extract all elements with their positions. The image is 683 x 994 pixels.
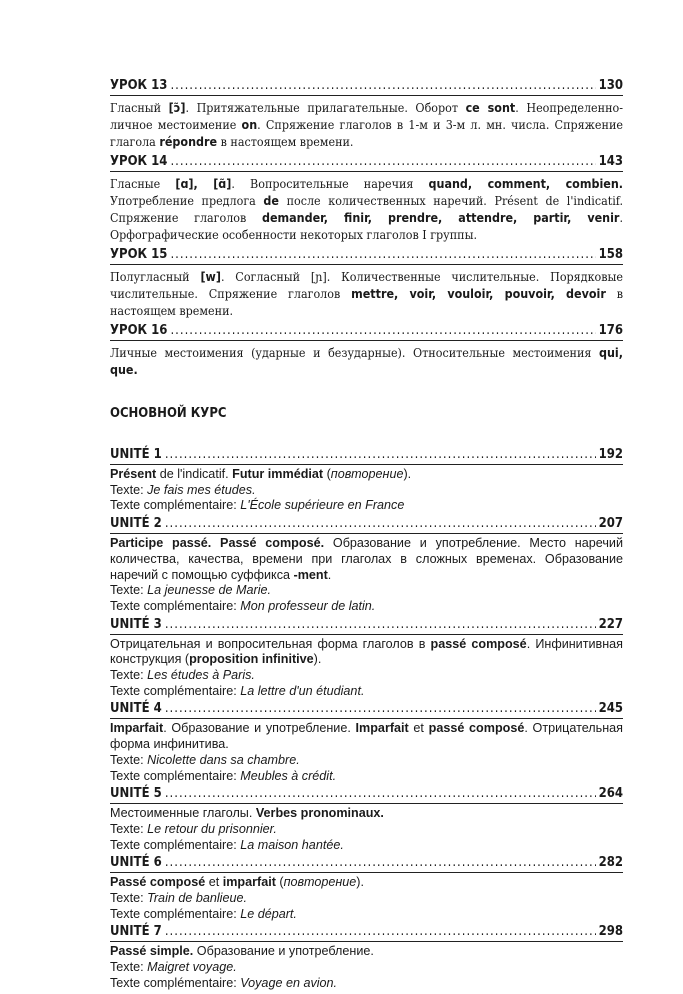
toc-entry-lesson-14	[110, 154, 623, 245]
texte-complementaire-line: Texte complémentaire: La lettre d'un étudiant.	[110, 683, 365, 698]
dot-leader	[165, 855, 596, 870]
toc-heading	[110, 855, 623, 873]
page-number: 143	[598, 154, 623, 169]
dot-leader	[165, 447, 596, 462]
page-number: 245	[598, 701, 623, 717]
texte-complementaire-line: Texte complémentaire: Mon professeur de latin.	[110, 598, 376, 613]
toc-heading	[110, 78, 623, 96]
toc-entry-unit-1	[110, 447, 623, 516]
toc-heading	[110, 617, 623, 635]
toc-entry-lesson-16	[110, 323, 623, 380]
entry-label: УРОК 14	[110, 154, 168, 169]
texte-complementaire-line: Texte complémentaire: Voyage en avion.	[110, 975, 338, 990]
dot-leader	[170, 154, 595, 169]
entry-description: Présent de l'indicatif. Futur immédiat (повторение). Texte: Je fais mes études. Texte complémentaire: L'École supérieure en France	[110, 465, 623, 516]
page-number: 282	[598, 855, 623, 871]
texte-complementaire-line: Texte complémentaire: Le départ.	[110, 906, 297, 921]
texte-complementaire-line: Texte complémentaire: Meubles à crédit.	[110, 768, 337, 783]
toc-heading	[110, 701, 623, 719]
dot-leader	[165, 701, 596, 716]
entry-description: Participe passé. Passé composé. Образование и употребление. Место наречий количества, качества, времени при глаголах в сложных временах. Образование наречий с помощью суффикса -ment. Texte: La jeunesse de Marie. Texte complémentaire: Mon professeur de latin.	[110, 536, 623, 613]
texte-line: Texte: Train de banlieue.	[110, 891, 247, 906]
entry-label: UNITÉ 1	[110, 447, 162, 462]
table-of-contents	[110, 78, 623, 994]
entry-description: Гласный [ɔ̃]. Притяжательные прилагательные. Оборот ce sont. Неопределенно-личное местоимение on. Спряжение глаголов в 1-м и 3-м л. мн. числа. Спряжение глагола répondre в настоящем времени.	[110, 100, 623, 149]
texte-line: Texte: Le retour du prisonnier.	[110, 821, 277, 836]
dot-leader	[170, 78, 595, 93]
texte-line: Texte: La jeunesse de Marie.	[110, 583, 272, 598]
toc-heading	[110, 924, 623, 942]
entry-label: UNITÉ 3	[110, 616, 162, 632]
toc-entry-unit-6	[110, 855, 623, 924]
page-number: 130	[598, 78, 623, 93]
toc-entry-unit-2	[110, 516, 623, 617]
texte-line: Texte: Nicolette dans sa chambre.	[110, 752, 300, 767]
entry-label: UNITÉ 5	[110, 786, 162, 802]
toc-entry-lesson-13	[110, 78, 623, 152]
entry-label: УРОК 13	[110, 78, 168, 93]
entry-description: Гласные [ɑ], [ɑ̃]. Вопросительные наречия quand, comment, combien. Употребление предлога de после количественных наречий. Présent de l'indicatif. Спряжение глаголов demander, finir, prendre, attendre, partir, venir. Орфографические особенности некоторых глаголов I группы.	[110, 176, 623, 242]
toc-entry-unit-7	[110, 924, 623, 993]
section-title: ОСНОВНОЙ КУРС	[110, 406, 227, 421]
toc-entry-lesson-15	[110, 247, 623, 321]
dot-leader	[170, 323, 595, 338]
toc-heading	[110, 516, 623, 534]
entry-description: Местоименные глаголы. Verbes pronominaux. Texte: Le retour du prisonnier. Texte complémentaire: La maison hantée.	[110, 804, 623, 855]
entry-label: UNITÉ 6	[110, 855, 162, 871]
entry-label: УРОК 16	[110, 323, 168, 338]
entry-label: UNITÉ 2	[110, 516, 162, 532]
dot-leader	[165, 516, 596, 531]
dot-leader	[165, 617, 596, 632]
toc-heading	[110, 247, 623, 265]
entry-label: UNITÉ 7	[110, 924, 162, 940]
texte-line: Texte: Les études à Paris.	[110, 668, 255, 683]
page-number: 158	[598, 247, 623, 262]
texte-complementaire-line: Texte complémentaire: L'École supérieure en France	[110, 498, 405, 513]
toc-entry-unit-5	[110, 786, 623, 855]
entry-description: Passé composé et imparfait (повторение). Texte: Train de banlieue. Texte complémentaire: Le départ.	[110, 873, 623, 924]
texte-complementaire-line: Texte complémentaire: La maison hantée.	[110, 837, 344, 852]
dot-leader	[170, 247, 595, 262]
page-number: 192	[598, 447, 623, 462]
entry-label: УРОК 15	[110, 247, 168, 262]
toc-entry-unit-4	[110, 701, 623, 786]
entry-description: Отрицательная и вопросительная форма глаголов в passé composé. Инфинитивная конструкция (proposition infinitive). Texte: Les études à Paris. Texte complémentaire: La lettre d'un étudiant.	[110, 636, 623, 698]
entry-description: Imparfait. Образование и употребление. Imparfait et passé composé. Отрицательная форма инфинитива. Texte: Nicolette dans sa chambre. Texte complémentaire: Meubles à crédit.	[110, 721, 623, 783]
dot-leader	[165, 786, 596, 801]
dot-leader	[165, 924, 596, 939]
toc-heading	[110, 323, 623, 341]
toc-heading	[110, 154, 623, 172]
page-number: 298	[598, 924, 623, 940]
page-number: 176	[598, 323, 623, 338]
entry-label: UNITÉ 4	[110, 701, 162, 717]
texte-line: Texte: Je fais mes études.	[110, 482, 256, 497]
page-number: 264	[598, 786, 623, 802]
page-number: 227	[598, 616, 623, 632]
entry-description: Passé simple. Образование и употребление. Texte: Maigret voyage. Texte complémentaire: Voyage en avion.	[110, 942, 623, 993]
toc-heading	[110, 786, 623, 804]
entry-description: Личные местоимения (ударные и безударные). Относительные местоимения qui, que.	[110, 345, 623, 377]
entry-description: Полугласный [w]. Согласный [ɲ]. Количественные числительные. Порядковые числительные. Спряжение глаголов mettre, voir, vouloir, pouvoir, devoir в настоящем времени.	[110, 269, 623, 318]
page-number: 207	[598, 516, 623, 532]
toc-entry-unit-3	[110, 617, 623, 702]
texte-line: Texte: Maigret voyage.	[110, 960, 237, 975]
toc-heading	[110, 447, 623, 465]
